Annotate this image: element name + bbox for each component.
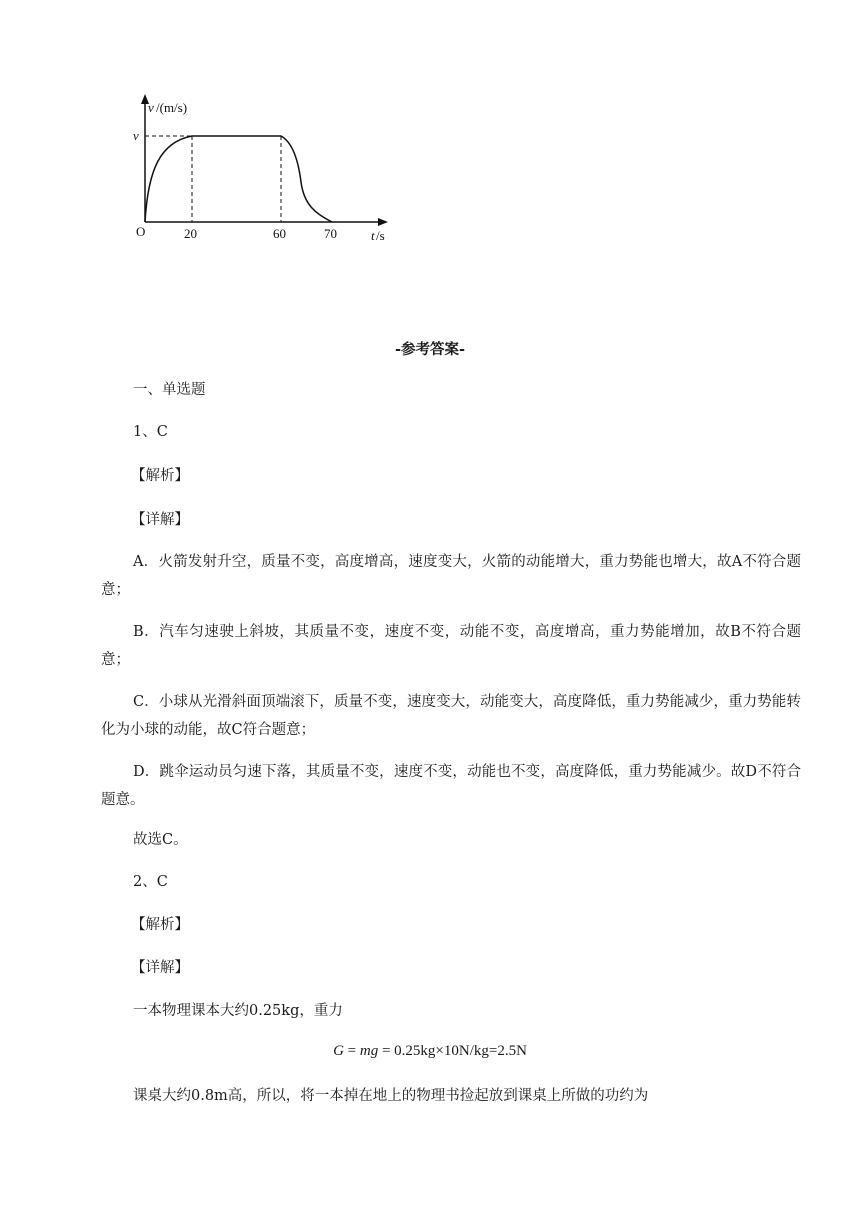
y-axis-label-var: v [148,100,154,115]
y-axis-label-unit: /(m/s) [156,100,188,115]
x-axis-arrow [378,218,388,226]
x-tick-60: 60 [273,226,286,241]
q1-option-d: D．跳伞运动员匀速下落，其质量不变，速度不变，动能也不变，高度降低，重力势能减少。故D不符合题意。 [101,764,801,808]
q1-option-c: C．小球从光滑斜面顶端滚下，质量不变，速度变大，动能变大，高度降低，重力势能减少，重力势能转化为小球的动能，故C符合题意； [101,694,801,738]
section-title: 一、单选题 [133,382,206,398]
x-axis-label-var: t [371,228,375,243]
q2-number: 2、C [133,874,168,890]
q1-number: 1、C [133,424,168,440]
formula-mg: mg [359,1043,379,1059]
q2-analysis: 【解析】 [131,917,189,933]
answer-heading: -参考答案- [394,342,466,358]
x-tick-70: 70 [324,226,337,241]
q1-option-a: A．火箭发射升空，质量不变，高度增高，速度变大，火箭的动能增大，重力势能也增大，故A不符合题意； [101,554,801,598]
formula-rest: = 0.25kg×10N/kg=2.5N [378,1043,527,1059]
vt-graph-svg [120,90,400,250]
q2-formula [0,1043,860,1060]
q1-conclusion: 故选C。 [133,832,188,848]
y-tick-v: v [133,128,139,143]
x-axis-label-unit: /s [376,228,385,243]
q2-detail: 【详解】 [131,960,189,976]
formula-eq1: = [343,1043,360,1059]
q1-detail: 【详解】 [131,512,189,528]
velocity-time-graph [120,90,400,250]
q2-text-1: 一本物理课本大约0.25kg，重力 [133,1003,343,1019]
velocity-curve [145,136,332,222]
x-tick-20: 20 [184,226,197,241]
origin-label: O [136,224,146,239]
q1-option-b: B．汽车匀速驶上斜坡，其质量不变，速度不变，动能不变，高度增高，重力势能增加，故B不符合题意； [101,624,801,668]
formula-G: G [333,1043,344,1059]
q1-analysis: 【解析】 [131,468,189,484]
q2-text-2: 课桌大约0.8m高，所以，将一本掉在地上的物理书捡起放到课桌上所做的功约为 [133,1088,649,1104]
